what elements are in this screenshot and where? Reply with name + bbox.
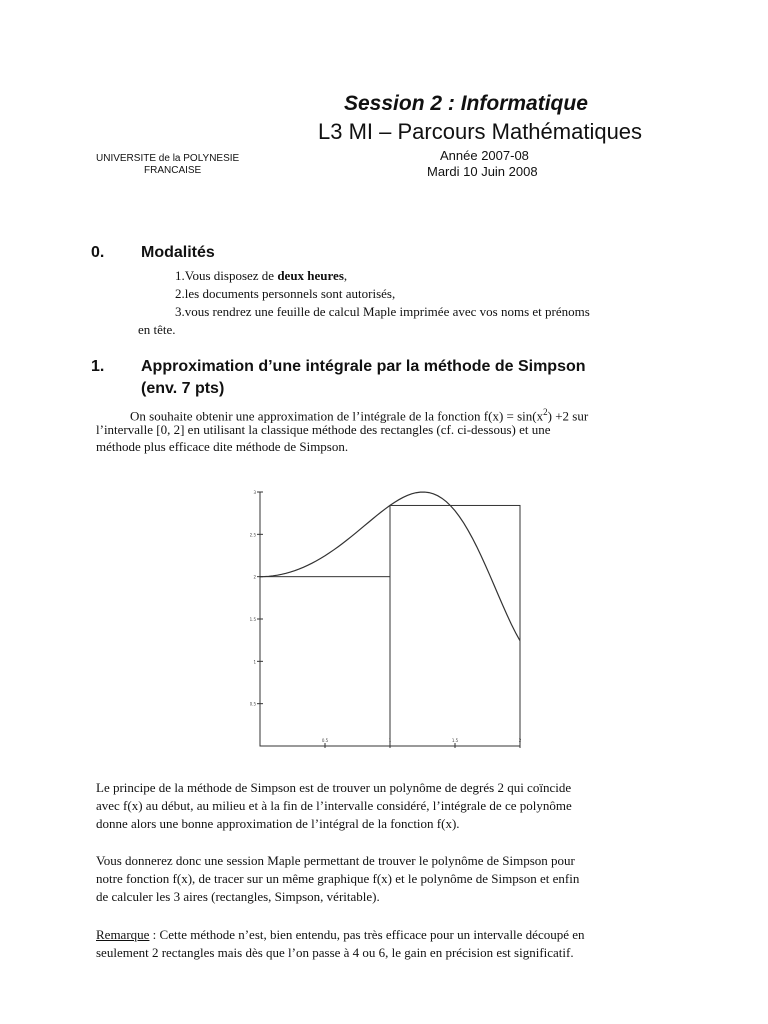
intro-line-1-b: ) +2 sur [547, 408, 589, 424]
exam-date: Mardi 10 Juin 2008 [427, 164, 538, 179]
x-tick-label: 0.5 [321, 738, 329, 743]
modality-item-2: 2.les documents personnels sont autorisés, [175, 286, 396, 301]
university-name-line2: FRANCAISE [144, 165, 202, 176]
section0-number: 0. [91, 244, 105, 261]
y-tick-label: 1 [253, 659, 256, 665]
section1-title-line1: Approximation d’une intégrale par la méthode de Simpson [141, 358, 586, 375]
university-name-line1: UNIVERSITE de la POLYNESIE [96, 153, 240, 164]
intro-line-2: l’intervalle [0, 2] en utilisant la classique méthode des rectangles (cf. ci-dessous) et une [96, 422, 551, 437]
remark-label: Remarque [96, 927, 150, 942]
task-line-2: notre fonction f(x), de tracer sur un même graphique f(x) et le polynôme de Simpson et enfin [96, 871, 580, 886]
y-tick-label: 0.5 [250, 701, 256, 707]
y-tick-label: 3 [253, 490, 256, 495]
section1-title-line2: (env. 7 pts) [141, 380, 225, 397]
modality-item-1 [175, 268, 347, 284]
remark-line-1-text: : Cette méthode n’est, bien entendu, pas très efficace pour un intervalle découpé en [149, 927, 585, 942]
x-tick-label: 2 [518, 738, 522, 743]
y-tick-label: 1.5 [250, 617, 256, 622]
intro-exponent: 2 [543, 407, 548, 417]
intro-line-3: méthode plus efficace dite méthode de Simpson. [96, 439, 349, 454]
task-line-3: de calculer les 3 aires (rectangles, Simpson, véritable). [96, 889, 380, 904]
modality-item-1-bold: deux heures [277, 268, 344, 283]
session-title: Session 2 : Informatique [344, 92, 588, 115]
modality-item-3: 3.vous rendrez une feuille de calcul Maple imprimée avec vos noms et prénoms [175, 304, 590, 319]
remark-line-2: seulement 2 rectangles mais dès que l’on passe à 4 ou 6, le gain en précision est significatif. [96, 945, 574, 960]
approx-rectangle-1 [260, 577, 390, 746]
academic-year: Année 2007-08 [440, 148, 529, 163]
principle-line-2: avec f(x) au début, au milieu et à la fin de l’intervalle considéré, l’intégrale de ce polynôme [96, 798, 572, 813]
principle-line-1: Le principe de la méthode de Simpson est de trouver un polynôme de degrés 2 qui coïncide [96, 780, 572, 795]
task-line-1: Vous donnerez donc une session Maple permettant de trouver le polynôme de Simpson pour [96, 853, 575, 868]
course-title: L3 MI – Parcours Mathématiques [318, 119, 643, 144]
modality-item-3-continued: en tête. [138, 322, 176, 337]
chart-ticks [250, 490, 522, 748]
section1-number: 1. [91, 358, 105, 375]
remark-line-1 [96, 926, 585, 943]
x-tick-label: 1 [388, 738, 392, 743]
modality-item-1-suffix: , [343, 268, 348, 283]
x-tick-label: 1.5 [451, 738, 459, 743]
principle-line-3: donne alors une bonne approximation de l’intégral de la fonction f(x). [96, 816, 460, 831]
y-tick-label: 2.5 [250, 532, 256, 538]
rectangle-method-chart [250, 486, 532, 752]
y-tick-label: 2 [253, 574, 256, 580]
intro-line-1-a: On souhaite obtenir une approximation de l’intégrale de la fonction f(x) = sin(x [130, 408, 544, 424]
chart-rectangles [260, 505, 520, 746]
modality-item-1-prefix: 1.Vous disposez de [175, 268, 278, 283]
section0-title: Modalités [141, 244, 215, 261]
approx-rectangle-2 [390, 505, 520, 746]
